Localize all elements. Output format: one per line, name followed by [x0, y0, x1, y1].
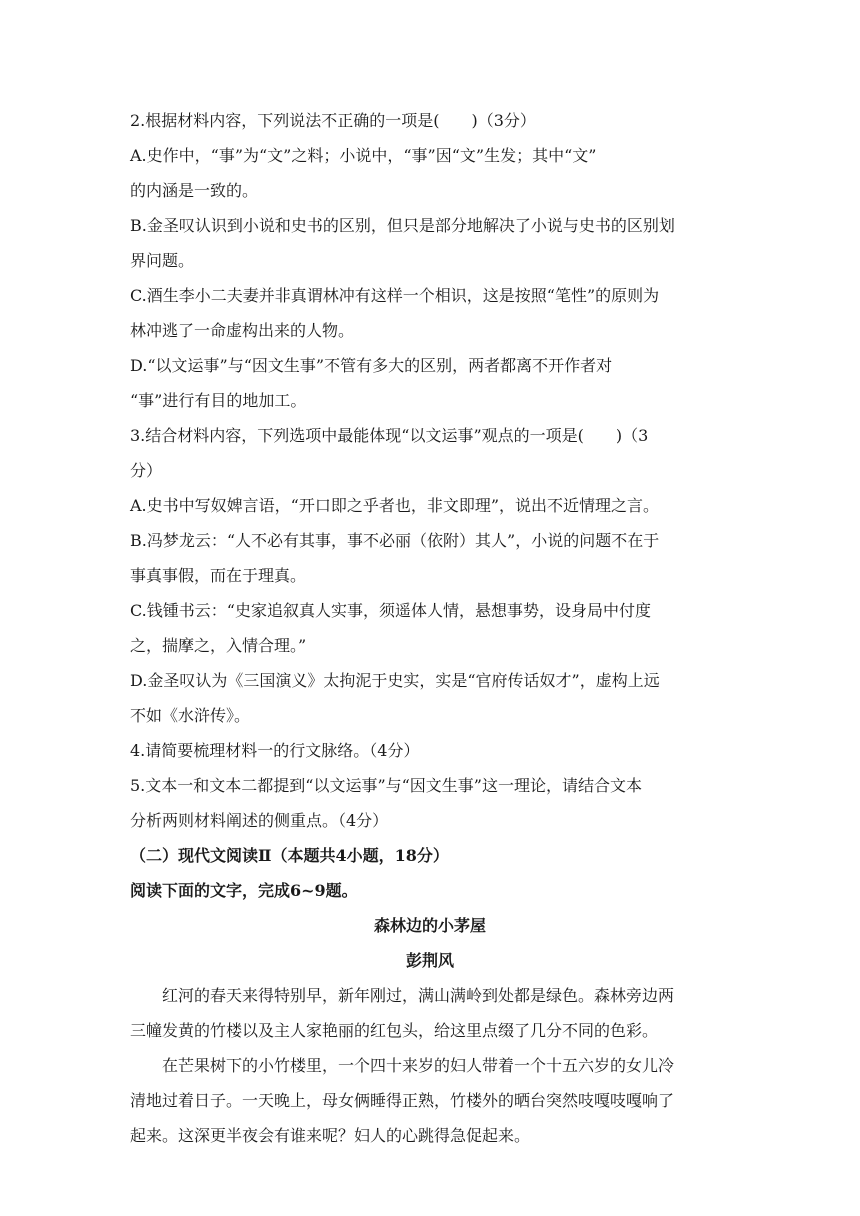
- question-5-stem: 5.文本一和文本二都提到“以文运事”与“因文生事”这一理论，请结合文本: [130, 776, 642, 795]
- question-2: [130, 103, 730, 418]
- question-3-option-b: B.冯梦龙云：“人不必有其事，事不必丽（依附）其人”，小说的问题不在于: [130, 531, 660, 550]
- question-3-option-a: A.史书中写奴婢言语，“开口即之乎者也，非文即理”，说出不近情理之言。: [130, 496, 660, 515]
- story-paragraph-2-cont: 清地过着日子。一天晚上，母女俩睡得正熟，竹楼外的晒台突然吱嘎吱嘎响了: [130, 1091, 675, 1110]
- question-2-option-d: D.“以文运事”与“因文生事”不管有多大的区别，两者都离不开作者对: [130, 356, 613, 375]
- question-2-option-c: C.酒生李小二夫妻并非真谓林冲有这样一个相识，这是按照“笔性”的原则为: [130, 286, 660, 305]
- question-4-stem: 4.请简要梳理材料一的行文脉络。（4分）: [130, 741, 420, 760]
- story-paragraph-1: 红河的春天来得特别早，新年刚过，满山满岭到处都是绿色。森林旁边两: [162, 986, 675, 1005]
- question-3-option-b-cont: 事真事假，而在于理真。: [130, 566, 307, 585]
- section-heading: （二）现代文阅读Ⅱ（本题共4小题，18分）: [130, 846, 449, 865]
- question-3: [130, 418, 730, 733]
- question-3-option-c: C.钱锺书云：“史家追叙真人实事，须遥体人情，悬想事势，设身局中付度: [130, 601, 651, 620]
- question-3-stem-cont: 分）: [130, 461, 163, 480]
- question-2-option-d-cont: “事”进行有目的地加工。: [130, 391, 307, 410]
- question-4: [130, 733, 730, 768]
- question-5: [130, 768, 730, 838]
- question-3-option-c-cont: 之，揣摩之，入情合理。”: [130, 636, 307, 655]
- question-3-stem: 3.结合材料内容，下列选项中最能体现“以文运事”观点的一项是( )（3: [130, 426, 649, 445]
- section-instruction: 阅读下面的文字，完成6~9题。: [130, 881, 358, 900]
- question-2-stem: 2.根据材料内容，下列说法不正确的一项是( )（3分）: [130, 111, 536, 130]
- story-title: 森林边的小茅屋: [373, 916, 486, 935]
- question-3-option-d: D.金圣叹认为《三国演义》太拘泥于史实，实是“官府传话奴才”，虚构上远: [130, 671, 660, 690]
- story-paragraph-2-cont-2: 起来。这深更半夜会有谁来呢？妇人的心跳得急促起来。: [130, 1126, 531, 1145]
- question-2-option-c-cont: 林冲逃了一命虚构出来的人物。: [130, 321, 355, 340]
- question-2-option-a-cont: 的内涵是一致的。: [130, 181, 259, 200]
- question-2-option-a: A.史作中，“事”为“文”之料；小说中，“事”因“文”生发；其中“文”: [130, 146, 597, 165]
- question-2-option-b-cont: 界问题。: [130, 251, 195, 270]
- question-2-option-b: B.金圣叹认识到小说和史书的区别，但只是部分地解决了小说与史书的区别划: [130, 216, 675, 235]
- story-paragraph-2: 在芒果树下的小竹楼里，一个四十来岁的妇人带着一个十五六岁的女儿冷: [162, 1056, 675, 1075]
- story-author: 彭荆风: [405, 951, 454, 970]
- document-page: [130, 103, 730, 1153]
- story-paragraph-1-cont: 三幢发黄的竹楼以及主人家艳丽的红包头，给这里点缀了几分不同的色彩。: [130, 1021, 659, 1040]
- question-3-option-d-cont: 不如《水浒传》。: [130, 706, 251, 725]
- question-5-stem-cont: 分析两则材料阐述的侧重点。（4分）: [130, 811, 389, 830]
